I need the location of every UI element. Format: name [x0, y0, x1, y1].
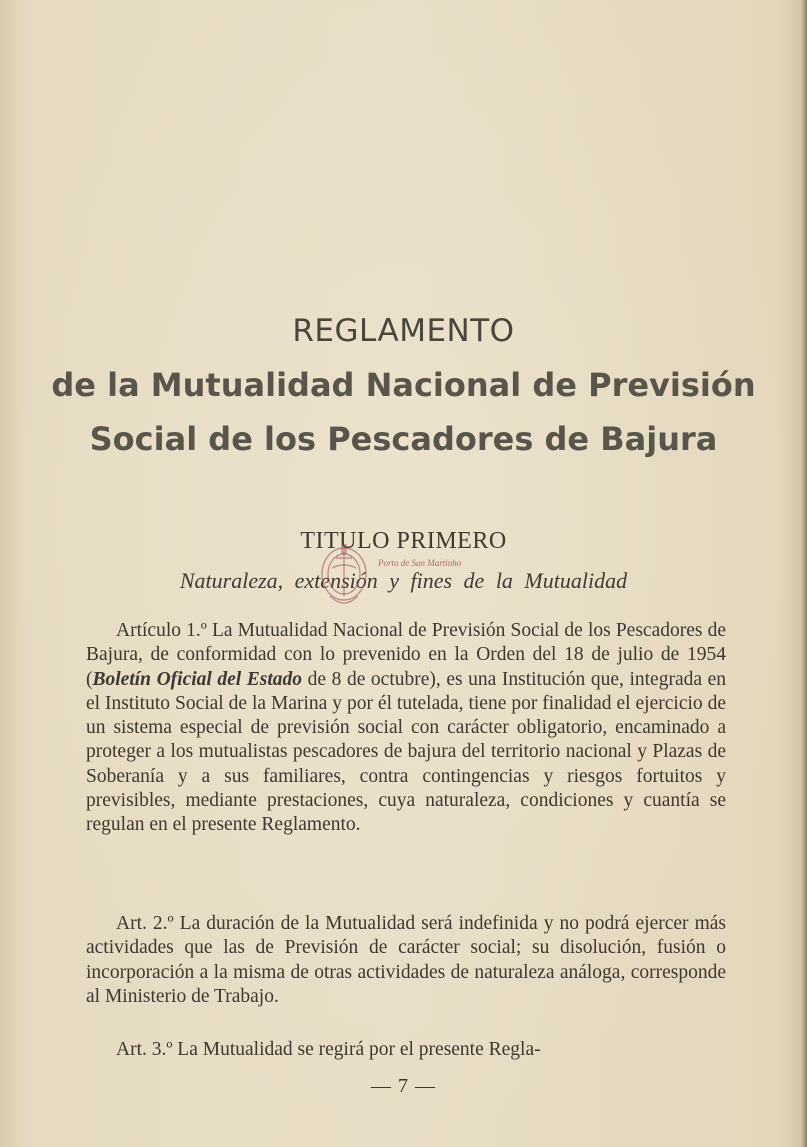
- article-3-text: La Mutualidad se regirá por el presente Regla-: [177, 1039, 541, 1060]
- article-3: [86, 1038, 726, 1062]
- stamp-inscription: Porto de San Martinho: [378, 558, 462, 568]
- article-2: [86, 912, 726, 1009]
- section-title: TITULO PRIMERO: [300, 528, 507, 554]
- article-1-label: Artículo 1.º: [116, 620, 207, 641]
- library-stamp-icon: [306, 538, 386, 616]
- document-title: REGLAMENTO: [292, 313, 515, 349]
- document-subtitle-line2: Social de los Pescadores de Bajura: [89, 420, 718, 458]
- section-heading: Naturaleza, extensión y fines de la Mutualidad: [179, 568, 628, 593]
- article-2-label: Art. 2.º: [116, 913, 174, 934]
- article-1-italic: Boletín Oficial del Estado: [92, 668, 303, 690]
- document-subtitle-line1: de la Mutualidad Nacional de Previsión: [51, 366, 756, 404]
- article-1-text-b: de 8 de octubre), es una Institución que, integrada en el Instituto Social de la Marina y por él tutelada, tiene por finalidad el ejercicio de un sistema especial de previsión social con carácter obligatorio, encaminado a proteger a los mutualistas pescadores de bajura del territorio nacional y Plazas de Soberanía y a sus familiares, contra contingencias y riesgos fortuitos y previsibles, mediante prestaciones, cuya naturaleza, condiciones y cuantía se regulan en el presente Reglamento.: [86, 668, 726, 836]
- article-1: [86, 619, 726, 838]
- article-2-text: La duración de la Mutualidad será indefinida y no podrá ejercer más actividades que las de Previsión de carácter social; su disolución, fusión o incorporación a la misma de otras actividades de naturaleza análoga, corresponde al Ministerio de Trabajo.: [86, 913, 727, 1007]
- article-1-text-a: La Mutualidad Nacional de Previsión Social de los Pescadores de Bajura, de conformidad con lo prevenido en la Orden del 18 de julio de 1954 (: [86, 620, 727, 690]
- article-3-label: Art. 3.º: [116, 1039, 173, 1060]
- page-number: — 7 —: [371, 1075, 436, 1097]
